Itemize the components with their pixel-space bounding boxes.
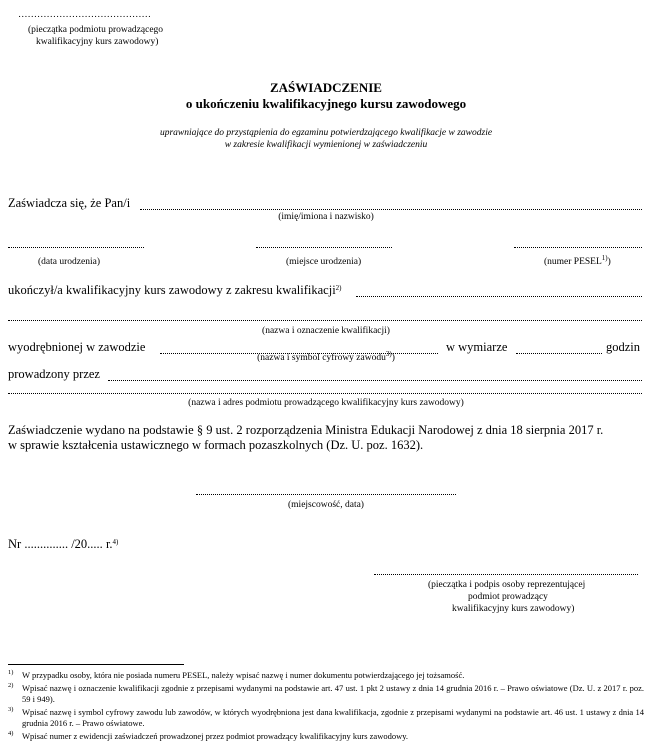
- place-date-field[interactable]: [196, 494, 456, 495]
- birth-date-field[interactable]: [8, 247, 144, 248]
- entity-field[interactable]: [108, 380, 642, 381]
- footnote-2-text: Wpisać nazwę i oznaczenie kwalifikacji zgodnie z przepisami wydanymi na podstawie art. 47 ust. 1 pkt 2 ustawy z dnia 14 grudnia 2016 r. – Prawo oświatowe (Dz. U. z 2017 r. poz. 59 i 949).: [22, 683, 644, 704]
- pesel-field[interactable]: [514, 247, 642, 248]
- place-date-caption: (miejscowość, data): [288, 500, 364, 510]
- stamp-caption-line1: (pieczątka podmiotu prowadzącego: [28, 25, 164, 35]
- hours-label: godzin: [606, 340, 641, 354]
- footnote-4: [8, 731, 644, 742]
- certificate-number: Nr .............. /20..... r.$^{4)}$: [8, 537, 119, 551]
- qualification-field[interactable]: [356, 296, 642, 297]
- signature-caption-line1: (pieczątka i podpis osoby reprezentującej: [428, 580, 586, 590]
- signature-caption-line2: podmiot prowadzący: [468, 592, 548, 602]
- signature-caption-line3: kwalifikacyjny kurs zawodowy): [452, 604, 575, 614]
- legal-basis-line1: Zaświadczenie wydano na podstawie § 9 ust. 2 rozporządzenia Ministra Edukacji Narodowej z dnia 18 sierpnia 2017 r.: [8, 423, 604, 437]
- extent-label: w wymiarze: [446, 340, 508, 354]
- footnote-1-number: 1): [8, 669, 14, 676]
- conducted-label: prowadzony przez: [8, 367, 100, 381]
- pesel-caption: (numer PESEL$^{1)}$): [544, 254, 611, 267]
- footnote-3: [8, 707, 644, 729]
- name-caption: (imię/imiona i nazwisko): [278, 212, 374, 222]
- stamp-dots-top: ……………………………………: [18, 10, 151, 20]
- stamp-caption-line2: kwalifikacyjny kurs zawodowy): [36, 37, 159, 47]
- intro-line2: w zakresie kwalifikacji wymienionej w zaświadczeniu: [224, 140, 428, 150]
- document-subtitle: o ukończeniu kwalifikacyjnego kursu zawodowego: [185, 96, 467, 111]
- course-label: ukończył/a kwalifikacyjny kurs zawodowy z zakresu kwalifikacji$^{2)}$: [8, 283, 342, 297]
- footnote-2-number: 2): [8, 682, 14, 689]
- legal-basis-line2: w sprawie kształcenia ustawicznego w formach pozaszkolnych (Dz. U. poz. 1632).: [8, 438, 424, 452]
- intro-line1: uprawniające do przystąpienia do egzaminu potwierdzającego kwalifikacje w zawodzie: [159, 128, 493, 138]
- certify-label: Zaświadcza się, że Pan/i: [8, 196, 131, 210]
- signature-field[interactable]: [374, 574, 638, 575]
- birth-place-caption: (miejsce urodzenia): [286, 257, 362, 267]
- document-title: ZAŚWIADCZENIE: [270, 80, 382, 95]
- footnote-1-text: W przypadku osoby, która nie posiada numeru PESEL, należy wpisać nazwę i numer dokumentu potwierdzającego jej tożsamość.: [22, 670, 465, 680]
- footnote-3-text: Wpisać nazwę i symbol cyfrowy zawodu lub zawodów, w których wyodrębniona jest dana kwalifikacja, zgodnie z przepisami wydanymi na podstawie art. 46 ust. 1 ustawy z dnia 14 grudnia 2016 r. – Prawo oświatowe.: [22, 707, 644, 728]
- birth-place-field[interactable]: [256, 247, 392, 248]
- footnote-3-number: 3): [8, 706, 14, 713]
- birth-date-caption: (data urodzenia): [38, 257, 100, 267]
- profession-caption: (nazwa i symbol cyfrowy zawodu$^{3)}$): [257, 350, 395, 363]
- profession-label: wyodrębnionej w zawodzie: [8, 340, 146, 354]
- entity-field-2[interactable]: [8, 393, 642, 394]
- footnote-4-text: Wpisać numer z ewidencji zaświadczeń prowadzonej przez podmiot prowadzący kwalifikacyjny kurs zawodowy.: [22, 731, 409, 741]
- qualification-field-2[interactable]: [8, 320, 642, 321]
- name-field[interactable]: [140, 209, 642, 210]
- entity-caption: (nazwa i adres podmiotu prowadzącego kwalifikacyjny kurs zawodowy): [188, 398, 464, 408]
- footnote-4-number: 4): [8, 730, 14, 737]
- footnote-rule: [8, 664, 184, 665]
- qualification-caption: (nazwa i oznaczenie kwalifikacji): [262, 326, 390, 336]
- footnote-2: [8, 683, 644, 705]
- footnote-1: [8, 670, 644, 681]
